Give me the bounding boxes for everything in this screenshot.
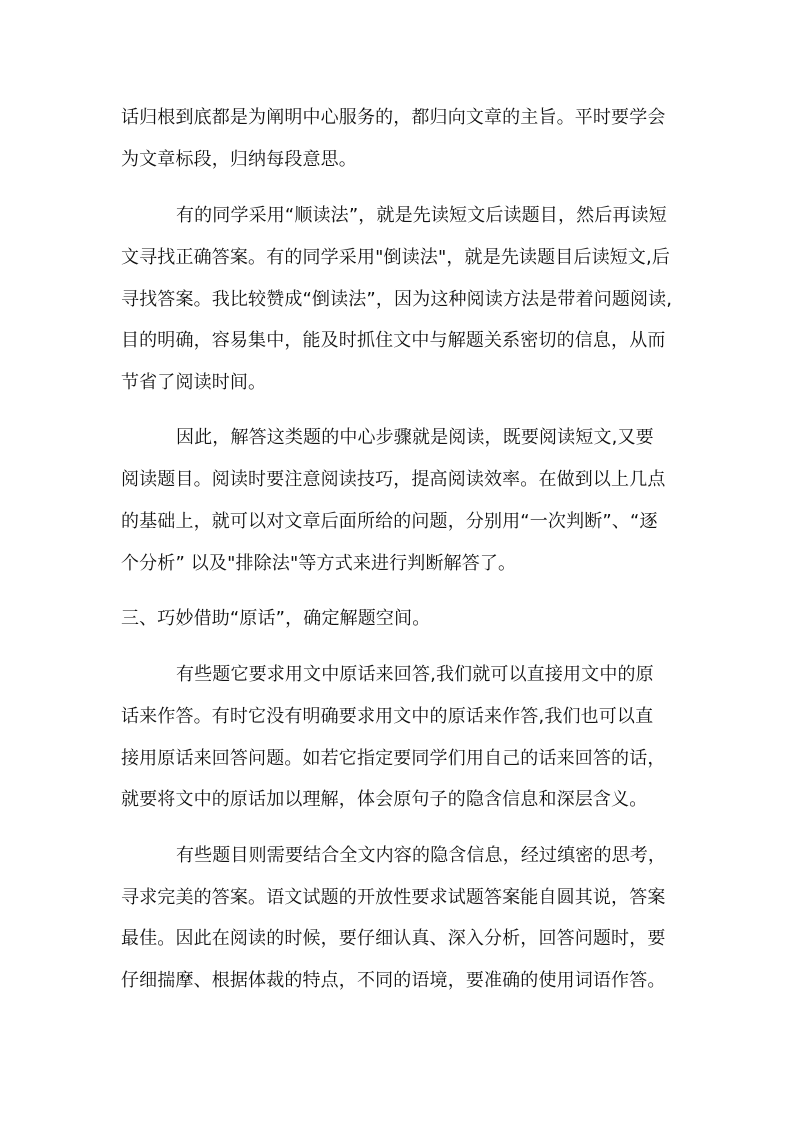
- text-line: 因此，解答这类题的中心步骤就是阅读，既要阅读短文,又要: [176, 427, 654, 448]
- section-heading: 三、巧妙借助“原话”，确定解题空间。: [121, 608, 431, 629]
- text-line: 接用原话来回答问题。如若它指定要同学们用自己的话来回答的话，: [121, 748, 666, 769]
- text-line: 节省了阅读时间。: [121, 372, 267, 393]
- text-line: 寻找答案。我比较赞成“倒读法”，因为这种阅读方法是带着问题阅读,: [121, 289, 673, 310]
- text-line: 阅读题目。阅读时要注意阅读技巧，提高阅读效率。在做到以上几点: [121, 469, 666, 490]
- text-line: 的基础上，就可以对文章后面所给的问题，分别用“一次判断”、“逐: [121, 511, 658, 532]
- text-line: 个分析” 以及"排除法"等方式来进行判断解答了。: [121, 553, 517, 574]
- text-line: 仔细揣摩、根据体裁的特点，不同的语境，要准确的使用词语作答。: [121, 970, 666, 991]
- text-line: 寻求完美的答案。语文试题的开放性要求试题答案能自圆其说，答案: [121, 887, 666, 908]
- text-line: 有些题目则需要结合全文内容的隐含信息，经过缜密的思考，: [176, 845, 667, 866]
- text-line: 就要将文中的原话加以理解，体会原句子的隐含信息和深层含义。: [121, 789, 648, 810]
- text-line: 最佳。因此在阅读的时候，要仔细认真、深入分析，回答问题时，要: [121, 928, 666, 949]
- text-line: 话来作答。有时它没有明确要求用文中的原话来作答,我们也可以直: [121, 706, 654, 727]
- text-line: 目的明确，容易集中，能及时抓住文中与解题关系密切的信息，从而: [121, 330, 666, 351]
- text-line: 有的同学采用“顺读法”，就是先读短文后读题目，然后再读短: [176, 205, 667, 226]
- text-line: 为文章标段，归纳每段意思。: [121, 149, 357, 170]
- text-line: 有些题它要求用文中原话来回答,我们就可以直接用文中的原: [176, 664, 654, 685]
- text-line: 话归根到底都是为阐明中心服务的，都归向文章的主旨。平时要学会: [121, 107, 666, 128]
- text-line: 文寻找正确答案。有的同学采用"倒读法"，就是先读题目后读短文,后: [121, 247, 671, 268]
